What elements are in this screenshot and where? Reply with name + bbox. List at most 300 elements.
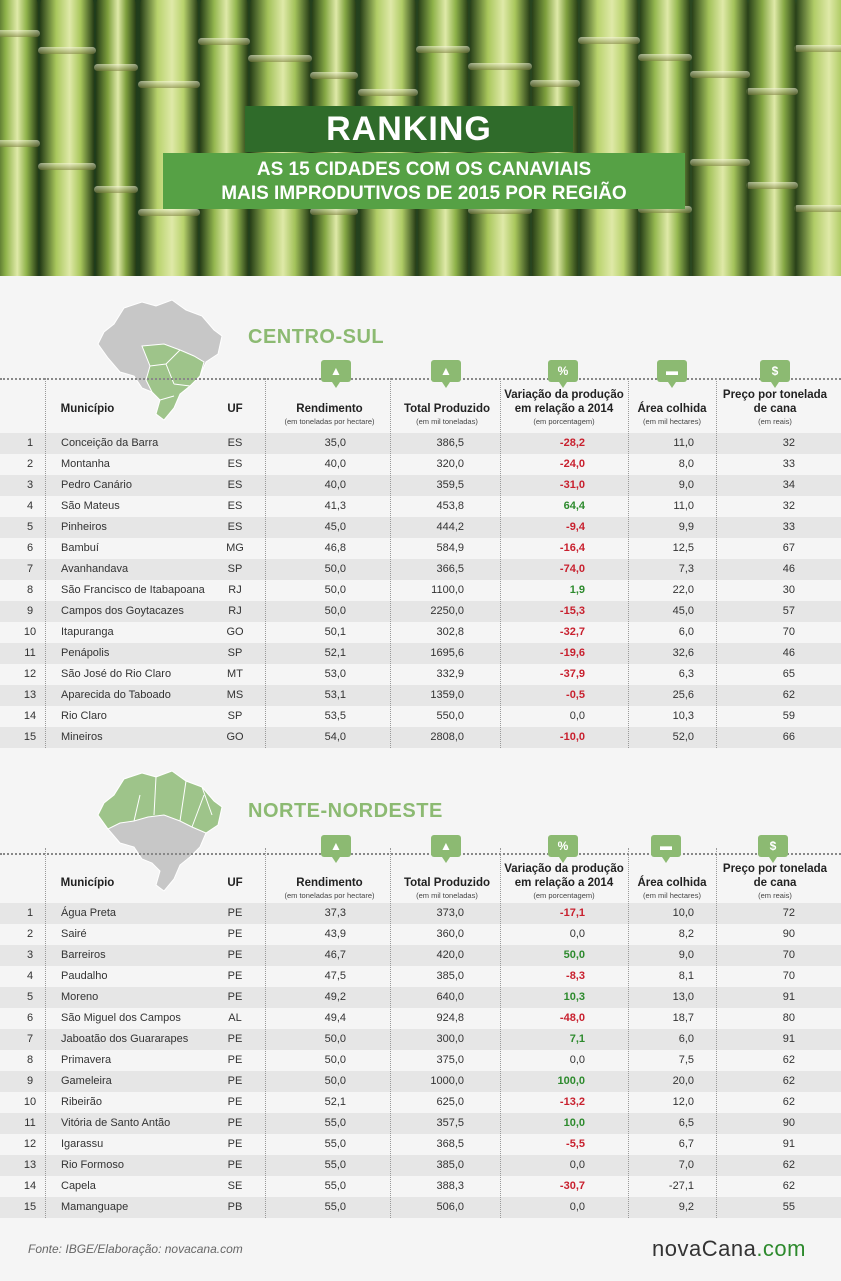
- area-cell: 12,5: [672, 542, 694, 554]
- area-cell: 6,5: [678, 1117, 694, 1129]
- col-head-municipio: Município: [60, 403, 115, 415]
- variacao-cell: 0,0: [569, 710, 585, 722]
- total-cell: 1100,0: [431, 584, 464, 596]
- rank-cell: 5: [26, 521, 34, 533]
- rendimento-cell: 55,0: [324, 1180, 346, 1192]
- table-row: [0, 727, 841, 748]
- cane-node: [794, 45, 841, 52]
- weight-icon: ▲: [431, 835, 461, 857]
- rendimento-cell: 53,1: [324, 689, 346, 701]
- total-cell: 388,3: [436, 1180, 464, 1192]
- variacao-cell: -0,5: [566, 689, 585, 701]
- rendimento-cell: 50,0: [324, 584, 346, 596]
- total-cell: 373,0: [436, 907, 464, 919]
- rank-cell: 8: [26, 1054, 34, 1066]
- area-icon: ▬: [651, 835, 681, 857]
- cane-node: [138, 81, 200, 88]
- rendimento-cell: 43,9: [324, 928, 346, 940]
- variacao-cell: -9,4: [566, 521, 585, 533]
- rendimento-cell: 37,3: [324, 907, 346, 919]
- uf-cell: PE: [227, 1054, 243, 1066]
- preco-cell: 72: [782, 907, 795, 919]
- rank-cell: 12: [23, 668, 37, 680]
- area-cell: 20,0: [672, 1075, 694, 1087]
- cane-node: [638, 54, 692, 61]
- variacao-cell: 0,0: [569, 1201, 585, 1213]
- total-cell: 386,5: [436, 437, 464, 449]
- cane-node: [94, 64, 138, 71]
- area-cell: 9,2: [678, 1201, 694, 1213]
- area-cell: 52,0: [672, 731, 694, 743]
- cane-node: [310, 72, 358, 79]
- table-row: [0, 1071, 841, 1092]
- variacao-cell: 0,0: [569, 1054, 585, 1066]
- variacao-cell: 0,0: [569, 1159, 585, 1171]
- preco-cell: 70: [782, 949, 795, 961]
- table-row: [0, 622, 841, 643]
- col-head-rendimento: Rendimento (em toneladas por hectare): [284, 403, 375, 426]
- area-cell: 6,0: [678, 1033, 694, 1045]
- uf-cell: ES: [227, 458, 243, 470]
- city-cell: São José do Rio Claro: [61, 668, 172, 680]
- total-cell: 302,8: [436, 626, 464, 638]
- table-row: [0, 496, 841, 517]
- uf-cell: RJ: [228, 584, 242, 596]
- total-cell: 444,2: [436, 521, 464, 533]
- city-cell: Penápolis: [61, 647, 110, 659]
- uf-cell: PE: [227, 907, 243, 919]
- variacao-cell: 64,4: [563, 500, 585, 512]
- area-cell: 9,0: [678, 479, 694, 491]
- column-separator: [390, 848, 391, 1218]
- variacao-cell: -74,0: [559, 563, 585, 575]
- preco-cell: 34: [782, 479, 795, 491]
- uf-cell: MG: [226, 542, 244, 554]
- preco-cell: 46: [782, 647, 795, 659]
- cane-stalk: [200, 0, 248, 276]
- uf-cell: PE: [227, 1117, 243, 1129]
- total-cell: 300,0: [436, 1033, 464, 1045]
- variacao-cell: -31,0: [559, 479, 585, 491]
- variacao-cell: -28,2: [559, 437, 585, 449]
- uf-cell: MT: [227, 668, 243, 680]
- rendimento-cell: 52,1: [324, 1096, 346, 1108]
- area-cell: 8,1: [678, 970, 694, 982]
- cane-node: [468, 63, 532, 70]
- rank-cell: 2: [26, 928, 34, 940]
- total-cell: 332,9: [436, 668, 464, 680]
- city-cell: Conceição da Barra: [61, 437, 159, 449]
- table-row: [0, 1050, 841, 1071]
- city-cell: Vitória de Santo Antão: [61, 1117, 171, 1129]
- uf-cell: PE: [227, 1033, 243, 1045]
- total-cell: 385,0: [436, 970, 464, 982]
- city-cell: São Mateus: [61, 500, 120, 512]
- city-cell: Rio Claro: [61, 710, 107, 722]
- table-row: [0, 1008, 841, 1029]
- ranking-title: RANKING: [245, 106, 573, 152]
- preco-cell: 90: [782, 1117, 795, 1129]
- table-row: [0, 903, 841, 924]
- city-cell: Capela: [61, 1180, 96, 1192]
- cane-node: [0, 30, 40, 37]
- percent-icon: %: [548, 835, 578, 857]
- cane-stalk: [796, 0, 841, 276]
- table-row: [0, 1134, 841, 1155]
- total-cell: 375,0: [436, 1054, 464, 1066]
- area-cell: 25,6: [672, 689, 694, 701]
- weight-icon: ▲: [321, 360, 351, 382]
- uf-cell: SP: [227, 647, 243, 659]
- area-cell: 18,7: [672, 1012, 694, 1024]
- table-row: [0, 1113, 841, 1134]
- city-cell: Pinheiros: [61, 521, 107, 533]
- rank-cell: 5: [26, 991, 34, 1003]
- table-row: [0, 1197, 841, 1218]
- city-cell: Avanhandava: [61, 563, 129, 575]
- total-cell: 368,5: [436, 1138, 464, 1150]
- city-cell: Primavera: [61, 1054, 112, 1066]
- preco-cell: 91: [782, 1033, 795, 1045]
- preco-cell: 46: [782, 563, 795, 575]
- total-cell: 1695,6: [430, 647, 464, 659]
- area-cell: 11,0: [673, 500, 694, 512]
- area-icon: ▬: [657, 360, 687, 382]
- preco-cell: 32: [782, 437, 795, 449]
- variacao-cell: -32,7: [559, 626, 585, 638]
- rendimento-cell: 50,0: [324, 1033, 346, 1045]
- uf-cell: PE: [227, 1096, 243, 1108]
- rendimento-cell: 55,0: [324, 1201, 346, 1213]
- city-cell: Itapuranga: [61, 626, 114, 638]
- cane-node: [530, 80, 580, 87]
- column-separator: [265, 848, 266, 1218]
- total-cell: 584,9: [436, 542, 464, 554]
- preco-cell: 62: [782, 1054, 795, 1066]
- cane-node: [690, 71, 750, 78]
- rank-cell: 14: [23, 710, 37, 722]
- cane-node: [94, 186, 138, 193]
- rank-cell: 9: [26, 1075, 34, 1087]
- cane-stalk: [40, 0, 94, 276]
- rendimento-cell: 41,3: [324, 500, 346, 512]
- rank-cell: 14: [23, 1180, 37, 1192]
- rendimento-cell: 49,2: [324, 991, 346, 1003]
- dollar-icon: $: [758, 835, 788, 857]
- preco-cell: 62: [782, 1180, 795, 1192]
- rank-cell: 15: [23, 1201, 37, 1213]
- column-separator: [45, 378, 46, 748]
- variacao-cell: -13,2: [559, 1096, 585, 1108]
- variacao-cell: -37,9: [559, 668, 585, 680]
- preco-cell: 33: [782, 521, 795, 533]
- uf-cell: PE: [227, 1159, 243, 1171]
- col-head-rendimento: Rendimento (em toneladas por hectare): [284, 877, 375, 900]
- column-separator: [628, 378, 629, 748]
- rendimento-cell: 55,0: [324, 1117, 346, 1129]
- total-cell: 640,0: [436, 991, 464, 1003]
- rendimento-cell: 50,0: [324, 1054, 346, 1066]
- area-cell: 22,0: [672, 584, 694, 596]
- preco-cell: 55: [782, 1201, 795, 1213]
- rank-cell: 7: [26, 1033, 34, 1045]
- city-cell: Barreiros: [61, 949, 106, 961]
- city-cell: São Miguel dos Campos: [61, 1012, 181, 1024]
- variacao-cell: 10,0: [563, 1117, 585, 1129]
- rendimento-cell: 45,0: [324, 521, 346, 533]
- cane-stalk: [748, 0, 796, 276]
- area-cell: -27,1: [668, 1180, 694, 1192]
- rendimento-cell: 54,0: [324, 731, 346, 743]
- uf-cell: PE: [227, 970, 243, 982]
- uf-cell: SE: [227, 1180, 243, 1192]
- city-cell: Ribeirão: [61, 1096, 102, 1108]
- preco-cell: 91: [782, 1138, 795, 1150]
- uf-cell: PE: [227, 1138, 243, 1150]
- rendimento-cell: 53,5: [324, 710, 346, 722]
- column-separator: [265, 378, 266, 748]
- variacao-cell: 10,3: [563, 991, 585, 1003]
- column-separator: [390, 378, 391, 748]
- table-row: [0, 706, 841, 727]
- uf-cell: PE: [227, 928, 243, 940]
- table-row: [0, 580, 841, 601]
- variacao-cell: -5,5: [566, 1138, 585, 1150]
- weight-icon: ▲: [431, 360, 461, 382]
- rank-cell: 6: [26, 542, 34, 554]
- area-cell: 10,0: [672, 907, 694, 919]
- cane-node: [38, 47, 96, 54]
- uf-cell: ES: [227, 500, 243, 512]
- col-head-uf: UF: [227, 877, 243, 889]
- preco-cell: 62: [782, 1096, 795, 1108]
- rendimento-cell: 47,5: [324, 970, 346, 982]
- rank-cell: 6: [26, 1012, 34, 1024]
- source-note: Fonte: IBGE/Elaboração: novacana.com: [28, 1242, 243, 1256]
- table-norte-nordeste: [0, 903, 841, 1218]
- column-separator: [45, 848, 46, 1218]
- subtitle-line-1: AS 15 CIDADES COM OS CANAVIAIS: [256, 159, 592, 180]
- table-row: [0, 664, 841, 685]
- table-row: [0, 945, 841, 966]
- column-separator: [500, 848, 501, 1218]
- table-row: [0, 433, 841, 454]
- table-row: [0, 517, 841, 538]
- preco-cell: 62: [782, 689, 795, 701]
- area-cell: 7,0: [678, 1159, 694, 1171]
- section-title-norte-nordeste: NORTE-NORDESTE: [248, 800, 443, 822]
- area-cell: 13,0: [672, 991, 694, 1003]
- area-cell: 12,0: [672, 1096, 694, 1108]
- cane-node: [310, 208, 358, 215]
- table-row: [0, 643, 841, 664]
- divider: [0, 378, 841, 380]
- uf-cell: MS: [226, 689, 244, 701]
- area-cell: 45,0: [672, 605, 694, 617]
- cane-node: [746, 182, 798, 189]
- rendimento-cell: 50,0: [324, 1075, 346, 1087]
- area-cell: 8,0: [678, 458, 694, 470]
- variacao-cell: -10,0: [559, 731, 585, 743]
- col-head-uf: UF: [227, 403, 243, 415]
- variacao-cell: -17,1: [559, 907, 585, 919]
- table-row: [0, 538, 841, 559]
- total-cell: 366,5: [436, 563, 464, 575]
- divider: [0, 853, 841, 855]
- total-cell: 320,0: [436, 458, 464, 470]
- rank-cell: 3: [26, 949, 34, 961]
- city-cell: Rio Formoso: [61, 1159, 124, 1171]
- column-separator: [628, 848, 629, 1218]
- preco-cell: 67: [782, 542, 795, 554]
- table-row: [0, 1155, 841, 1176]
- cane-node: [794, 205, 841, 212]
- col-head-area: Área colhida (em mil hectares): [637, 403, 707, 426]
- rank-cell: 13: [23, 689, 37, 701]
- table-row: [0, 924, 841, 945]
- col-head-preco: Preço por tonelada de cana (em reais): [722, 863, 828, 900]
- rank-cell: 9: [26, 605, 34, 617]
- city-cell: Gameleira: [61, 1075, 112, 1087]
- cane-node: [358, 89, 418, 96]
- city-cell: Igarassu: [61, 1138, 104, 1150]
- preco-cell: 62: [782, 1159, 795, 1171]
- uf-cell: ES: [227, 437, 243, 449]
- total-cell: 2250,0: [430, 605, 464, 617]
- rendimento-cell: 46,8: [324, 542, 346, 554]
- preco-cell: 80: [782, 1012, 795, 1024]
- city-cell: Bambuí: [61, 542, 99, 554]
- total-cell: 385,0: [436, 1159, 464, 1171]
- rendimento-cell: 40,0: [324, 479, 346, 491]
- variacao-cell: -48,0: [559, 1012, 585, 1024]
- city-cell: Mamanguape: [61, 1201, 129, 1213]
- total-cell: 2808,0: [430, 731, 464, 743]
- cane-stalk: [0, 0, 38, 276]
- rendimento-cell: 55,0: [324, 1138, 346, 1150]
- city-cell: São Francisco de Itabapoana: [61, 584, 205, 596]
- city-cell: Pedro Canário: [61, 479, 132, 491]
- rendimento-cell: 50,0: [324, 605, 346, 617]
- total-cell: 359,5: [436, 479, 464, 491]
- rank-cell: 11: [24, 647, 36, 659]
- city-cell: Mineiros: [61, 731, 103, 743]
- section-title-centro-sul: CENTRO-SUL: [248, 326, 385, 348]
- cane-node: [416, 46, 470, 53]
- uf-cell: SP: [227, 563, 243, 575]
- area-cell: 9,9: [678, 521, 694, 533]
- city-cell: Jaboatão dos Guararapes: [61, 1033, 189, 1045]
- rank-cell: 11: [24, 1117, 36, 1129]
- city-cell: Campos dos Goytacazes: [61, 605, 184, 617]
- col-head-variacao: Variação da produção em relação a 2014 (em porcentagem): [504, 863, 624, 900]
- preco-cell: 70: [782, 970, 795, 982]
- rendimento-cell: 40,0: [324, 458, 346, 470]
- col-head-variacao: Variação da produção em relação a 2014 (em porcentagem): [504, 389, 624, 426]
- rendimento-cell: 50,0: [324, 563, 346, 575]
- table-row: [0, 1092, 841, 1113]
- dollar-icon: $: [760, 360, 790, 382]
- cane-node: [746, 88, 798, 95]
- area-cell: 11,0: [673, 437, 694, 449]
- city-cell: Sairé: [61, 928, 87, 940]
- city-cell: Paudalho: [61, 970, 108, 982]
- variacao-cell: -16,4: [559, 542, 585, 554]
- table-row: [0, 454, 841, 475]
- cane-stalk: [640, 0, 690, 276]
- column-separator: [716, 378, 717, 748]
- uf-cell: PE: [227, 949, 243, 961]
- cane-stalk: [140, 0, 198, 276]
- table-row: [0, 1029, 841, 1050]
- area-cell: 6,3: [678, 668, 694, 680]
- rendimento-cell: 50,1: [324, 626, 346, 638]
- rank-cell: 1: [26, 437, 34, 449]
- rank-cell: 4: [26, 970, 34, 982]
- preco-cell: 65: [782, 668, 795, 680]
- col-head-area: Área colhida (em mil hectares): [637, 877, 707, 900]
- preco-cell: 59: [782, 710, 795, 722]
- table-row: [0, 559, 841, 580]
- variacao-cell: 7,1: [569, 1033, 585, 1045]
- table-row: [0, 601, 841, 622]
- cane-node: [578, 37, 640, 44]
- novacana-logo[interactable]: novaCana.com: [652, 1236, 806, 1261]
- column-separator: [500, 378, 501, 748]
- table-row: [0, 685, 841, 706]
- city-cell: Água Preta: [61, 907, 117, 919]
- percent-icon: %: [548, 360, 578, 382]
- uf-cell: GO: [226, 731, 244, 743]
- area-cell: 9,0: [678, 949, 694, 961]
- weight-icon: ▲: [321, 835, 351, 857]
- table-row: [0, 475, 841, 496]
- ranking-subtitle: [163, 153, 685, 209]
- uf-cell: ES: [227, 521, 243, 533]
- cane-node: [198, 38, 250, 45]
- uf-cell: SP: [227, 710, 243, 722]
- rank-cell: 4: [26, 500, 34, 512]
- uf-cell: AL: [228, 1012, 242, 1024]
- rendimento-cell: 53,0: [324, 668, 346, 680]
- variacao-cell: 0,0: [569, 928, 585, 940]
- rank-cell: 15: [23, 731, 37, 743]
- cane-stalk: [96, 0, 136, 276]
- cane-node: [690, 159, 750, 166]
- rank-cell: 3: [26, 479, 34, 491]
- cane-stalk: [692, 0, 748, 276]
- variacao-cell: -15,3: [559, 605, 585, 617]
- city-cell: Moreno: [61, 991, 99, 1003]
- preco-cell: 91: [782, 991, 795, 1003]
- cane-node: [38, 163, 96, 170]
- cane-node: [0, 140, 40, 147]
- table-centro-sul: [0, 433, 841, 748]
- total-cell: 357,5: [436, 1117, 464, 1129]
- preco-cell: 66: [782, 731, 795, 743]
- area-cell: 6,7: [678, 1138, 694, 1150]
- uf-cell: PE: [227, 991, 243, 1003]
- cane-stalk: [580, 0, 638, 276]
- cane-node: [138, 209, 200, 216]
- preco-cell: 90: [782, 928, 795, 940]
- rendimento-cell: 46,7: [324, 949, 346, 961]
- rank-cell: 8: [26, 584, 34, 596]
- total-cell: 550,0: [436, 710, 464, 722]
- rank-cell: 12: [23, 1138, 37, 1150]
- total-cell: 625,0: [436, 1096, 464, 1108]
- preco-cell: 33: [782, 458, 795, 470]
